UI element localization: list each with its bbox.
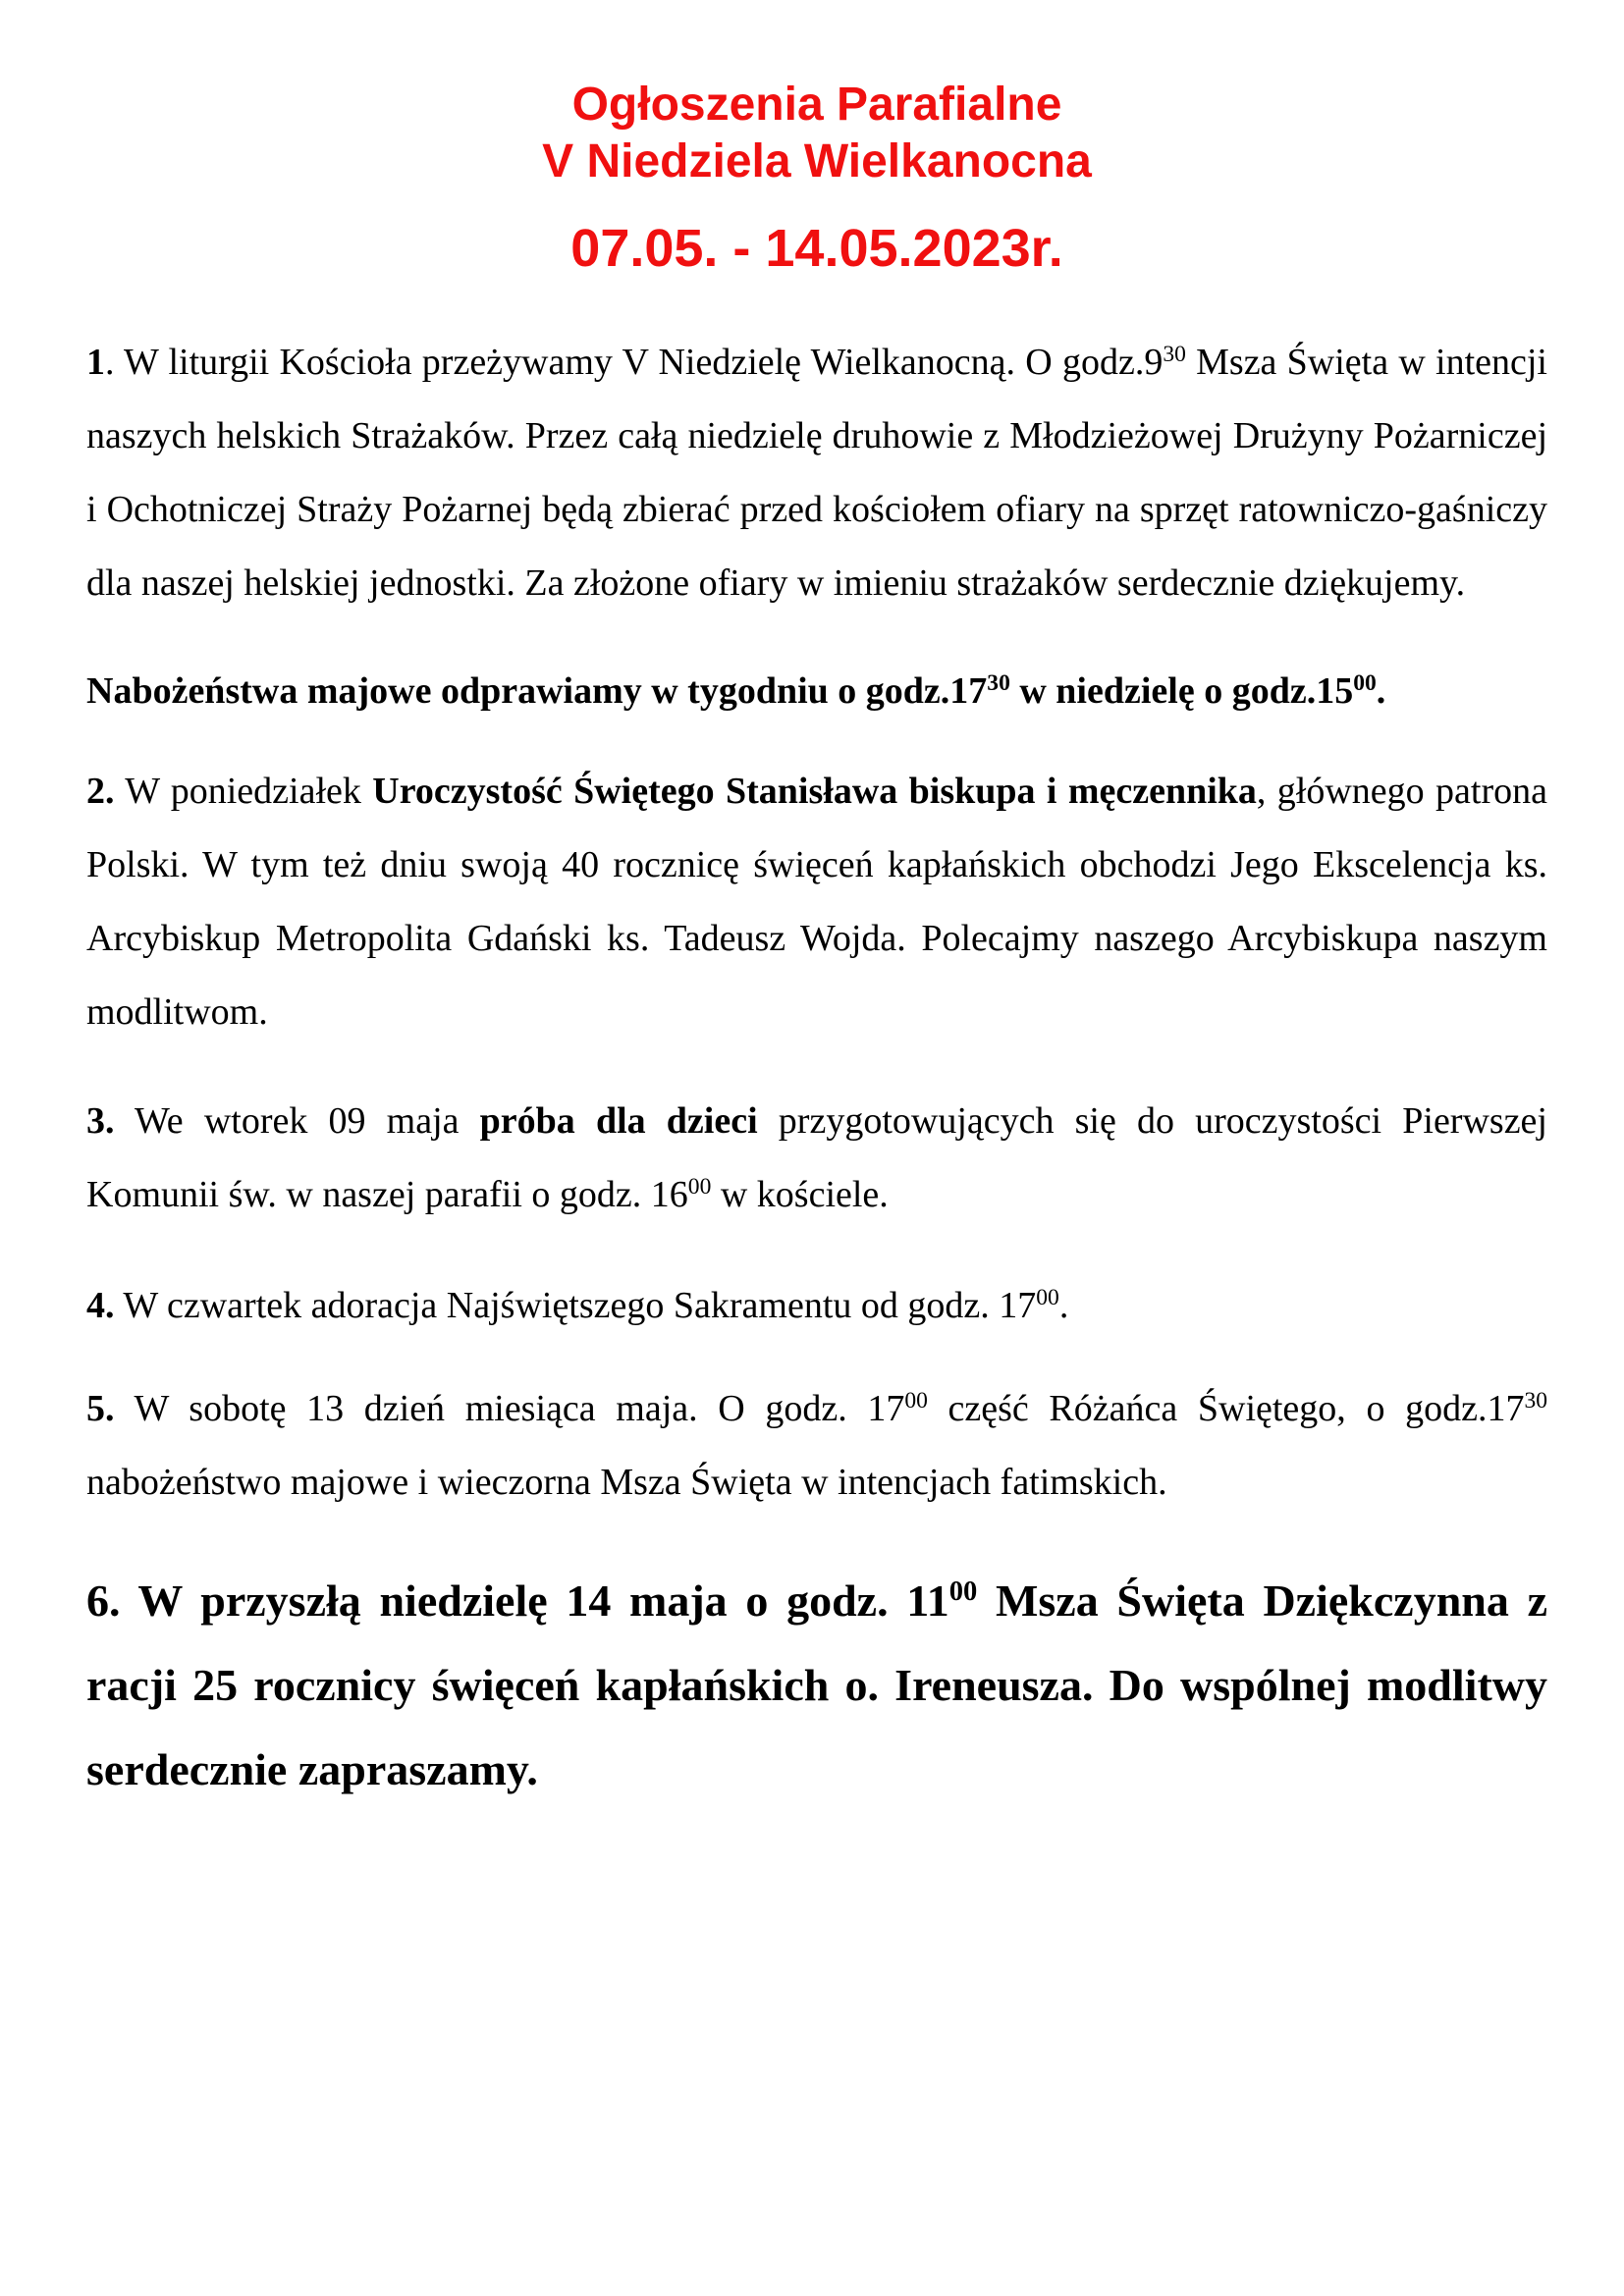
announcement-number: 1: [86, 342, 105, 383]
time-superscript: 30: [987, 670, 1010, 697]
announcement-text: w kościele.: [711, 1174, 889, 1215]
announcement-1: [86, 326, 1547, 620]
time-superscript: 00: [904, 1388, 928, 1415]
announcement-text: Msza Święta w intencji naszych helskich Strażaków. Przez całą niedzielę druhowie z Młodzieżowej Drużyny Pożarniczej i Ochotniczej Straży Pożarnej będą zbierać przed kościołem ofiary na sprzęt ratowniczo-gaśniczy dla naszej helskiej jednostki. Za złożone ofiary w imieniu strażaków serdecznie dziękujemy.: [86, 342, 1547, 604]
announcement-highlight: próba dla dzieci: [479, 1100, 758, 1142]
announcement-highlight: Uroczystość Świętego Stanisława biskupa i męczennika: [372, 771, 1257, 812]
announcement-text: część Różańca Świętego, o godz.17: [927, 1388, 1525, 1429]
announcement-3: [86, 1085, 1547, 1232]
date-range: 07.05. - 14.05.2023r.: [570, 219, 1063, 278]
announcement-4: [86, 1269, 1547, 1343]
announcement-text: nabożeństwo majowe i wieczorna Msza Święta w intencjach fatimskich.: [86, 1462, 1167, 1503]
announcement-text: We wtorek 09 maja: [114, 1100, 480, 1142]
announcement-6: [86, 1559, 1547, 1812]
announcement-text: W sobotę 13 dzień miesiąca maja. O godz. 17: [114, 1388, 905, 1429]
announcement-text: Nabożeństwa majowe odprawiamy w tygodniu o godz.17: [86, 670, 988, 712]
announcement-2: [86, 755, 1547, 1049]
announcement-text: w niedzielę o godz.15: [1009, 670, 1354, 712]
announcement-number: 3.: [86, 1100, 115, 1142]
announcement-number: 4.: [86, 1285, 115, 1326]
announcement-number: 5.: [86, 1388, 115, 1429]
announcement-text: .: [1376, 670, 1386, 712]
time-superscript: 00: [948, 1576, 978, 1608]
title-line-1: Ogłoszenia Parafialne: [571, 79, 1062, 131]
title-line-2: V Niedziela Wielkanocna: [542, 135, 1092, 187]
announcement-text: W przyszłą niedzielę 14 maja o godz. 11: [120, 1575, 949, 1626]
time-superscript: 00: [687, 1174, 712, 1201]
time-superscript: 30: [1163, 342, 1186, 368]
time-superscript: 00: [1353, 670, 1377, 697]
announcement-text: Msza Święta Dziękczynna z racji 25 rocznicy święceń kapłańskich o. Ireneusza. Do wspólnej modlitwy serdecznie zapraszamy.: [86, 1575, 1547, 1794]
announcement-text: .: [1058, 1285, 1069, 1326]
announcement-text: W poniedziałek: [114, 771, 373, 812]
announcement-text: przygotowujących się do uroczystości Pierwszej Komunii św. w naszej parafii o godz. 16: [86, 1100, 1547, 1215]
announcement-number: 6.: [86, 1575, 121, 1626]
announcement-text: W czwartek adoracja Najświętszego Sakramentu od godz. 17: [114, 1285, 1037, 1326]
announcements-body: [86, 326, 1547, 1812]
announcement-5: [86, 1372, 1547, 1520]
time-superscript: 00: [1036, 1285, 1059, 1311]
announcement-number: 2.: [86, 771, 115, 812]
announcement-text: . W liturgii Kościoła przeżywamy V Niedzielę Wielkanocną. O godz.9: [105, 342, 1164, 383]
announcement-may-services: [86, 664, 1547, 720]
document-page: [86, 77, 1547, 1812]
announcement-text: , głównego patrona Polski. W tym też dniu swoją 40 rocznicę święceń kapłańskich obchodzi Jego Ekscelencja ks. Arcybiskup Metropolita Gdański ks. Tadeusz Wojda. Polecajmy naszego Arcybiskupa naszym modlitwom.: [86, 771, 1547, 1033]
time-superscript: 30: [1524, 1388, 1547, 1415]
document-header: [86, 77, 1547, 279]
